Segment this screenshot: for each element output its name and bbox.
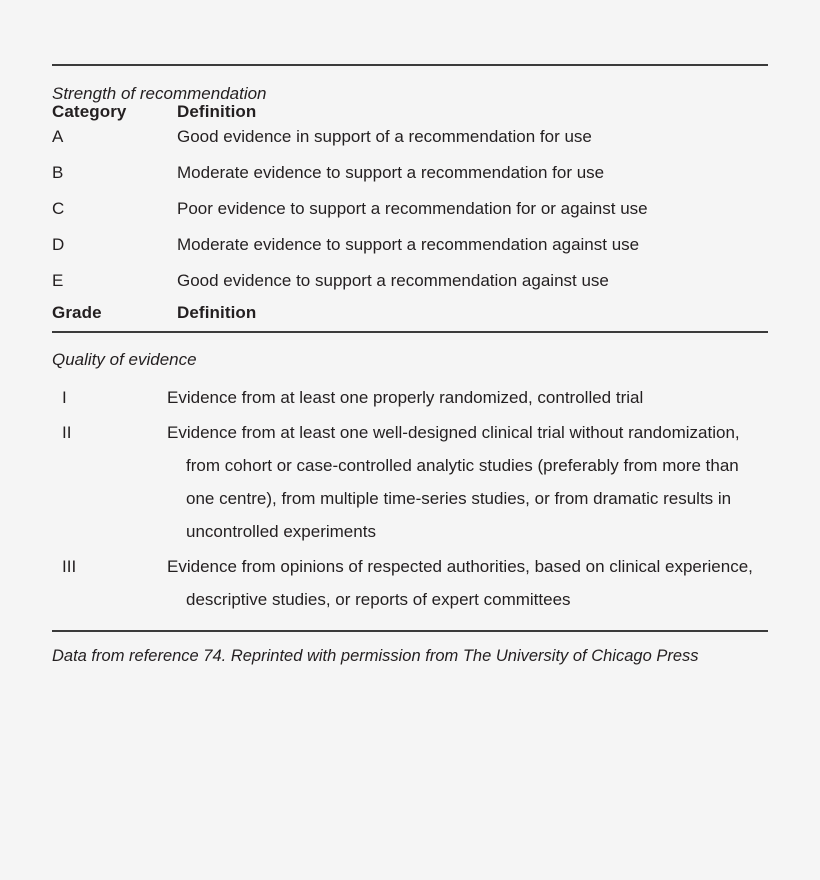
table-header-grade [52, 299, 768, 323]
category-definition: Poor evidence to support a recommendation for or against use [177, 199, 648, 218]
footer-rule [52, 630, 768, 632]
section-caption-quality: Quality of evidence [52, 350, 197, 369]
category-key: B [52, 163, 64, 182]
table-row [52, 416, 768, 548]
table-row [52, 263, 768, 299]
grade-definition: Evidence from at least one properly randomized, controlled trial [167, 388, 644, 407]
category-key: D [52, 235, 65, 254]
category-key: C [52, 199, 65, 218]
grade-rows [52, 381, 768, 616]
grade-key: II [62, 423, 72, 442]
header-rule-middle [52, 331, 768, 333]
grade-definition: Evidence from opinions of respected authorities, based on clinical experience, descriptive studies, or reports of expert committees [167, 557, 753, 609]
column-header-category: Category [52, 102, 127, 121]
category-definition: Good evidence to support a recommendation against use [177, 271, 609, 290]
table-row [52, 191, 768, 227]
table-row [52, 227, 768, 263]
table-row [52, 550, 768, 616]
column-header-definition: Definition [177, 102, 257, 121]
section-caption-strength: Strength of recommendation [52, 84, 267, 103]
table-footnote: Data from reference 74. Reprinted with permission from The University of Chicago Press [52, 647, 699, 665]
category-key: A [52, 127, 64, 146]
table-row [52, 155, 768, 191]
category-definition: Moderate evidence to support a recommendation against use [177, 235, 640, 254]
grade-key: III [62, 557, 77, 576]
table-header-category [52, 102, 256, 122]
table-row [52, 381, 768, 414]
grade-key: I [62, 388, 67, 407]
category-rows [52, 119, 768, 299]
column-header-definition-2: Definition [177, 303, 257, 322]
column-header-grade: Grade [52, 303, 102, 322]
category-definition: Moderate evidence to support a recommendation for use [177, 163, 605, 182]
category-key: E [52, 271, 64, 290]
evidence-grading-table [0, 64, 820, 880]
category-definition: Good evidence in support of a recommendation for use [177, 127, 592, 146]
header-rule-top [52, 64, 768, 66]
table-row [52, 119, 768, 155]
grade-definition: Evidence from at least one well-designed clinical trial without randomization, from cohort or case-controlled analytic studies (preferably from more than one centre), from multiple time-series studies, or from dramatic results in uncontrolled experiments [167, 423, 740, 541]
